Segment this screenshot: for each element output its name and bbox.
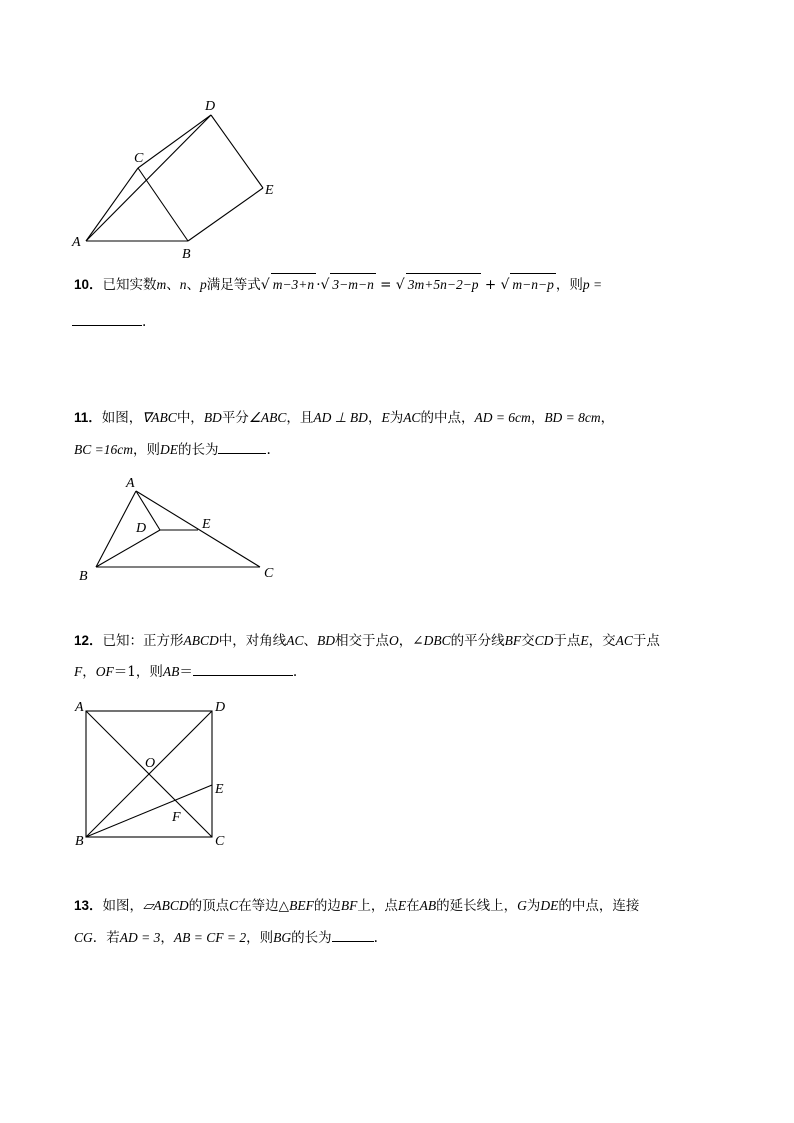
label-c: C <box>134 151 144 166</box>
label-f: F <box>172 810 181 825</box>
label-b: B <box>182 247 191 262</box>
label-d: D <box>205 99 216 114</box>
figure-q9-prism <box>60 90 290 270</box>
label-a: A <box>72 235 81 250</box>
label-b: B <box>79 569 88 584</box>
label-e: E <box>215 782 224 797</box>
label-e: E <box>202 517 211 532</box>
label-b: B <box>75 834 84 849</box>
sqrt-symbol: √ <box>260 277 270 293</box>
label-o: O <box>145 756 156 771</box>
question-number: 10． <box>74 277 103 292</box>
answer-blank[interactable] <box>218 441 266 454</box>
question-13-line-2: CG．若AD = 3，AB = CF = 2，则BG的长为 . <box>74 930 378 946</box>
label-d: D <box>136 521 147 536</box>
question-10: 10．已知实数m、n、p满足等式√ m−3+n ·√ 3−m−n = √ 3m+5n−2−p + √ m−n−p ，则p = <box>74 273 754 297</box>
label-c: C <box>264 566 274 581</box>
question-11: 11．如图，∇ABC中，BD平分∠ABC，且AD ⊥ BD，E为AC的中点，AD = 6cm，BD = 8cm， <box>74 410 615 426</box>
question-13: 13．如图，▱ABCD的顶点C在等边△BEF的边BF上，点E在AB的延长线上，G为DE的中点，连接 <box>74 898 640 914</box>
label-d: D <box>215 700 226 715</box>
question-10-answer-line: . <box>72 312 146 334</box>
answer-blank[interactable] <box>72 313 142 326</box>
question-12: 12．已知：正方形ABCD中，对角线AC、BD相交于点O，∠DBC的平分线BF交CD于点E，交AC于点 <box>74 633 660 649</box>
figure-q12-square <box>70 695 240 855</box>
answer-blank[interactable] <box>193 663 293 676</box>
answer-blank[interactable] <box>332 929 374 942</box>
question-12-line-2: F，OF＝1，则AB＝ . <box>74 664 298 680</box>
radical-1: m−3+n <box>271 273 316 296</box>
label-c: C <box>215 834 225 849</box>
question-number: 11． <box>74 410 102 425</box>
label-a: A <box>75 700 84 715</box>
question-number: 13． <box>74 898 103 913</box>
label-e: E <box>265 183 274 198</box>
radical-4: m−n−p <box>510 273 555 296</box>
figure-q11-triangle <box>70 470 290 585</box>
radical-3: 3m+5n−2−p <box>406 273 481 296</box>
question-number: 12． <box>74 633 103 648</box>
radical-2: 3−m−n <box>330 273 375 296</box>
question-11-line-2: BC =16cm，则DE的长为 . <box>74 442 271 458</box>
label-a: A <box>126 476 135 491</box>
